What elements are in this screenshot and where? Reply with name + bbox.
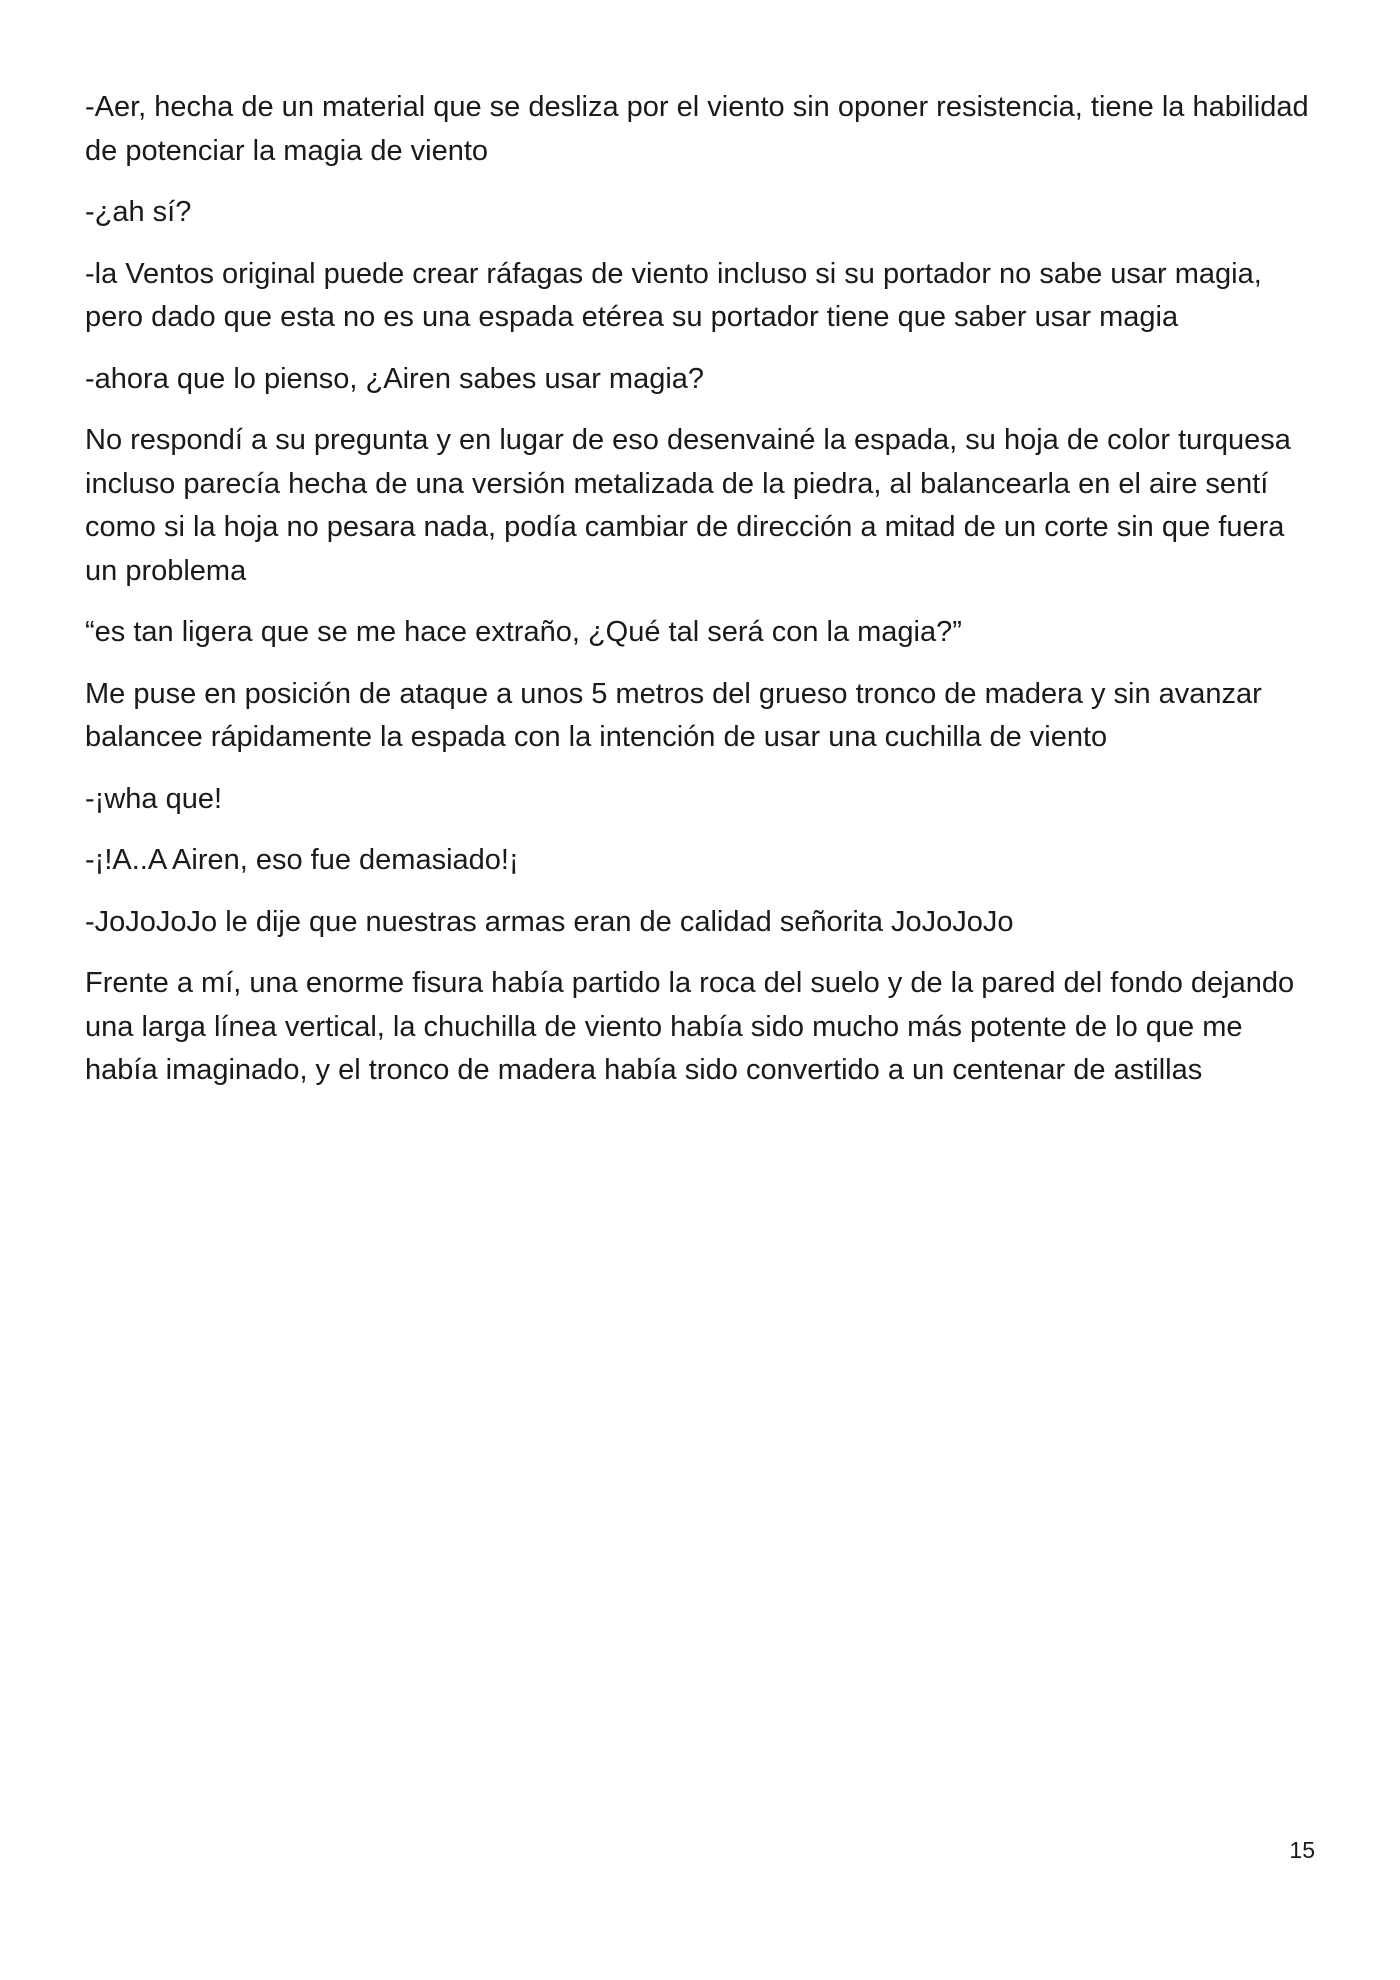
paragraph: Frente a mí, una enorme fisura había partido la roca del suelo y de la pared del fondo dejando una larga línea vertical, la chuchilla de viento había sido mucho más potente de lo que me había imaginado, y el tronco de madera había sido convertido a un centenar de astillas <box>85 967 1295 1086</box>
paragraph: No respondí a su pregunta y en lugar de eso desenvainé la espada, su hoja de color turquesa incluso parecía hecha de una versión metalizada de la piedra, al balancearla en el aire sentí como si la hoja no pesara nada, podía cambiar de dirección a mitad de un corte sin que fuera un problema <box>85 424 1291 587</box>
paragraph: -¡wha que! <box>85 782 223 815</box>
body-text <box>85 86 1315 1111</box>
paragraph: -JoJoJoJo le dije que nuestras armas eran de calidad señorita JoJoJoJo <box>85 905 1014 938</box>
paragraph: “es tan ligera que se me hace extraño, ¿Qué tal será con la magia?” <box>85 616 962 648</box>
paragraph: -ahora que lo pienso, ¿Airen sabes usar magia? <box>85 362 705 395</box>
paragraph: Me puse en posición de ataque a unos 5 metros del grueso tronco de madera y sin avanzar balancee rápidamente la espada con la intención de usar una cuchilla de viento <box>85 677 1262 753</box>
page-number: 15 <box>1289 1837 1315 1863</box>
paragraph: -¡!A..A Airen, eso fue demasiado!¡ <box>85 844 519 876</box>
paragraph: -la Ventos original puede crear ráfagas de viento incluso si su portador no sabe usar magia, pero dado que esta no es una espada etérea su portador tiene que saber usar magia <box>85 257 1262 333</box>
paragraph: -¿ah sí? <box>85 196 192 228</box>
paragraph: -Aer, hecha de un material que se desliza por el viento sin oponer resistencia, tiene la habilidad de potenciar la magia de viento <box>85 91 1309 167</box>
